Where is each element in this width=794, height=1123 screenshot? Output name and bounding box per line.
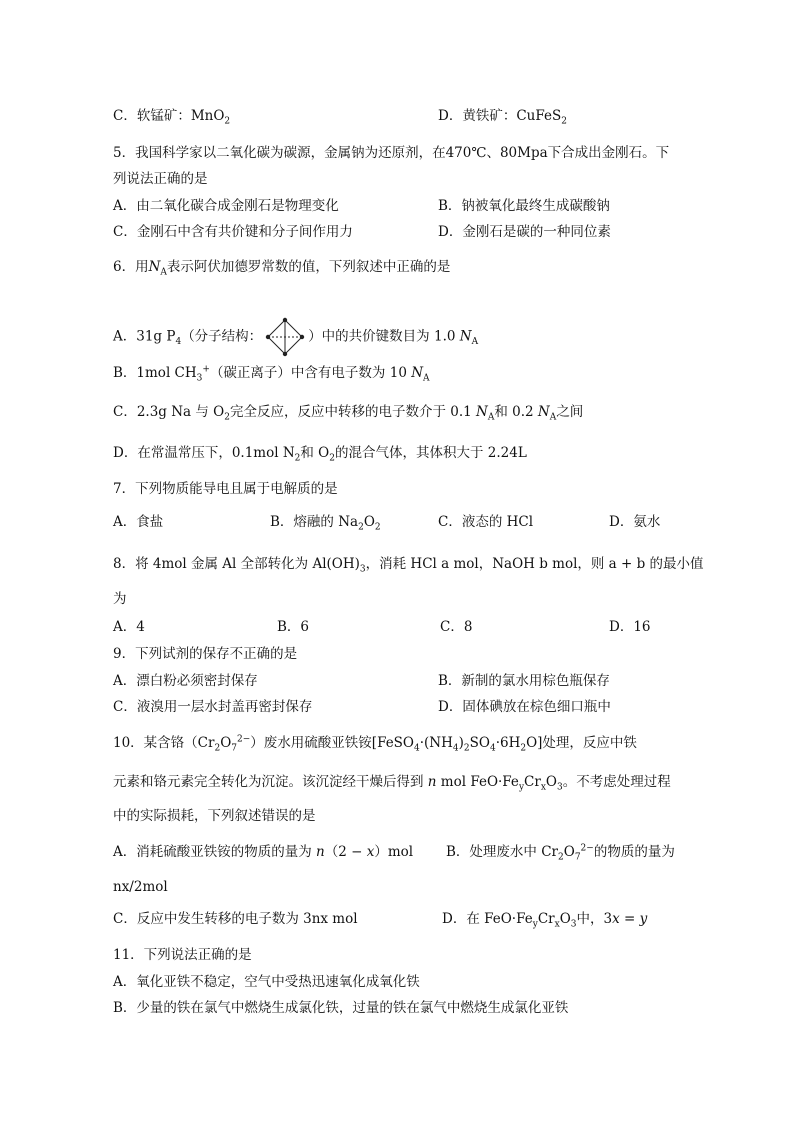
q11-stem: 11．下列说法正确的是 [113,947,252,963]
q6-option-c: C．2.3g Na 与 $O_2$完全反应，反应中转移的电子数介于 0.1 $N_A$和 0.2 $N_A$之间 [113,404,584,423]
q6-stem: 6．用$N_A$表示阿伏加德罗常数的值，下列叙述中正确的是 [113,259,451,278]
q8-stem-line1: 8．将 4mol 金属 Al 全部转化为 $Al(OH)_3$，消耗 HCl a mol，NaOH b mol，则 a + b 的最小值 [113,556,704,575]
q10-stem-line3: 中的实际损耗，下列叙述错误的是 [113,808,316,824]
q5-option-b: B．钠被氧化最终生成碳酸钠 [438,198,610,214]
q6-option-a: A．31g $P_4$（分子结构： ）中的共价键数目为 1.0 $N_A$ [113,317,478,357]
q10-option-c: C．反应中发生转移的电子数为 3nx mol [113,911,358,927]
q5-stem-line2: 列说法正确的是 [113,171,208,187]
q5-option-d: D．金刚石是碳的一种同位素 [438,224,611,240]
q10-stem-line1: 10．某含铬$(Cr_2O_7^{2-})$废水用硫酸亚铁铵$[FeSO_4\cdot(NH_4)_2SO_4\cdot 6H_2O]$处理，反应中铁 [113,734,637,754]
q5-option-a: A．由二氧化碳合成金刚石是物理变化 [113,198,339,214]
q5-stem-line1: 5．我国科学家以二氧化碳为碳源，金属钠为还原剂，在470℃、80Mpa下合成出金刚石。下 [113,145,670,161]
q4-option-c: C．软锰矿：MnO$_2$ [113,108,231,127]
q10-option-a: A．消耗硫酸亚铁铵的物质的量为 n（2 − x）mol [113,844,414,860]
q4-option-d: D．黄铁矿：CuFeS$_2$ [438,108,567,127]
q7-option-a: A．食盐 [113,514,164,530]
q8-stem-line2: 为 [113,591,127,607]
q9-option-a: A．漂白粉必须密封保存 [113,673,258,689]
q10-option-b: B．处理废水中 $Cr_2O_7^{2-}$的物质的量为 [446,843,675,863]
q10-option-d: D．在 $FeO\cdot Fe_yCr_xO_3$中，3x = y [442,911,648,930]
p4-molecule-structure [265,317,305,357]
q9-option-b: B．新制的氯水用棕色瓶保存 [438,673,610,689]
q6-option-b: B．1mol $CH_3^+$（碳正离子）中含有电子数为 10 $N_A$ [113,364,430,384]
q7-option-d: D．氨水 [609,514,661,530]
q7-stem: 7．下列物质能导电且属于电解质的是 [113,481,338,497]
q11-option-b: B．少量的铁在氯气中燃烧生成氯化铁，过量的铁在氯气中燃烧生成氯化亚铁 [113,1000,569,1016]
q7-option-c: C．液态的 HCl [438,514,534,530]
q9-option-d: D．固体碘放在棕色细口瓶中 [438,699,611,715]
q8-option-a: A．4 [113,619,145,635]
q6-option-d: D．在常温常压下，0.1mol $N_2$和 $O_2$的混合气体，其体积大于 2.24L [113,445,527,464]
q10-stem-line2: 元素和铬元素完全转化为沉淀。该沉淀经干燥后得到 n mol $FeO\cdot Fe_yCr_xO_3$。不考虑处理过程 [113,774,671,793]
q11-option-a: A．氧化亚铁不稳定，空气中受热迅速氧化成氧化铁 [113,974,420,990]
q9-option-c: C．液溴用一层水封盖再密封保存 [113,699,313,715]
q9-stem: 9．下列试剂的保存不正确的是 [113,646,298,662]
q10-option-b-cont: nx/2mol [113,879,168,895]
q5-option-c: C．金刚石中含有共价键和分子间作用力 [113,224,353,240]
q7-option-b: B．熔融的 $Na_2O_2$ [270,514,381,533]
q8-option-b: B．6 [277,619,310,635]
q8-option-d: D．16 [609,619,651,635]
q8-option-c: C．8 [440,619,473,635]
